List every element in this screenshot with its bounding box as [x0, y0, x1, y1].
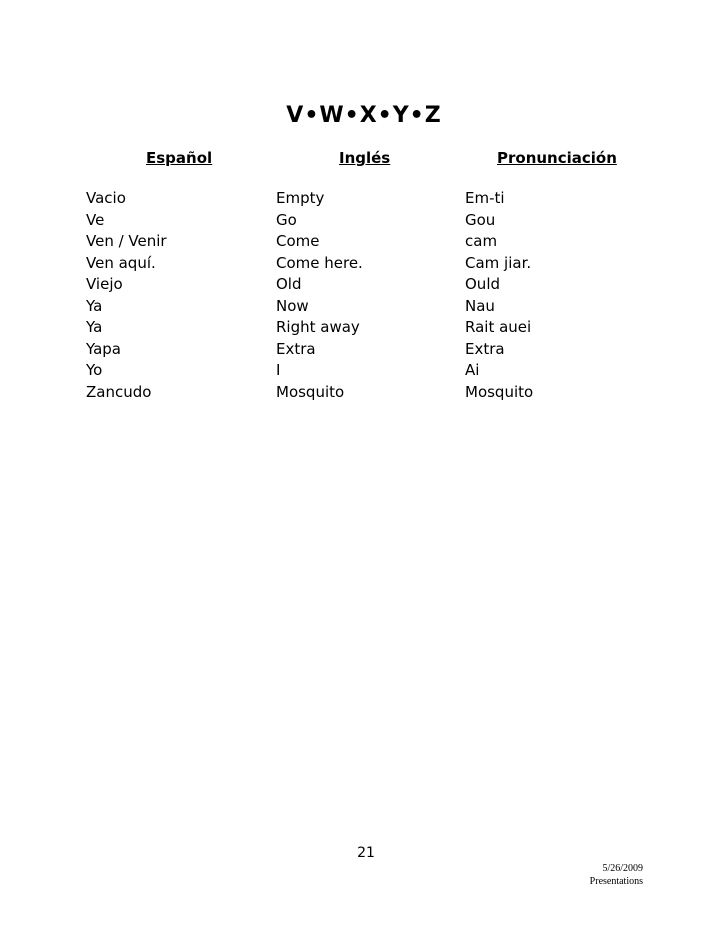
vocabulary-row — [0, 274, 728, 296]
spanish-word: Ven / Venir — [86, 232, 167, 250]
pronunciation-text: Em-ti — [465, 189, 505, 207]
vocabulary-row — [0, 253, 728, 275]
vocabulary-row — [0, 188, 728, 210]
spanish-word: Yo — [86, 361, 103, 379]
english-word: Extra — [276, 339, 316, 358]
pronunciation-text: Nau — [465, 296, 495, 315]
header-spanish: Español — [146, 149, 213, 167]
vocabulary-row — [0, 339, 728, 361]
header-pronunciation: Pronunciación — [497, 149, 617, 167]
page-number: 21 — [357, 845, 375, 861]
english-word: Empty — [276, 189, 325, 207]
pronunciation-text: Ould — [465, 275, 501, 293]
spanish-word: Ve — [86, 210, 105, 229]
spanish-word: Yapa — [86, 339, 122, 358]
pronunciation-text: Rait auei — [465, 318, 532, 336]
vocabulary-row — [0, 296, 728, 318]
vocabulary-row — [0, 317, 728, 339]
spanish-word: Ven aquí. — [86, 253, 156, 272]
vocabulary-row — [0, 210, 728, 232]
page-title: V•W•X•Y•Z — [286, 103, 442, 128]
spanish-word: Viejo — [86, 275, 123, 293]
english-word: Now — [276, 296, 309, 315]
english-word: Come here. — [276, 253, 363, 272]
vocabulary-row — [0, 360, 728, 382]
pronunciation-text: Extra — [465, 339, 505, 358]
english-word: Mosquito — [276, 382, 345, 401]
vocabulary-row — [0, 231, 728, 253]
english-word: I — [276, 361, 281, 379]
spanish-word: Ya — [86, 296, 103, 315]
pronunciation-text: cam — [465, 232, 498, 250]
spanish-word: Vacio — [86, 189, 126, 207]
pronunciation-text: Mosquito — [465, 382, 534, 401]
pronunciation-text: Gou — [465, 210, 496, 229]
footer-date: 5/26/2009 — [602, 863, 643, 874]
vocabulary-list — [0, 188, 728, 403]
english-word: Come — [276, 232, 320, 250]
english-word: Right away — [276, 318, 360, 336]
english-word: Go — [276, 210, 297, 229]
spanish-word: Zancudo — [86, 382, 152, 401]
english-word: Old — [276, 275, 302, 293]
footer-label: Presentations — [589, 876, 643, 887]
pronunciation-text: Cam jiar. — [465, 253, 532, 272]
footer — [590, 862, 643, 888]
spanish-word: Ya — [86, 318, 103, 336]
vocabulary-row — [0, 382, 728, 404]
header-english: Inglés — [339, 149, 391, 167]
pronunciation-text: Ai — [465, 361, 480, 379]
